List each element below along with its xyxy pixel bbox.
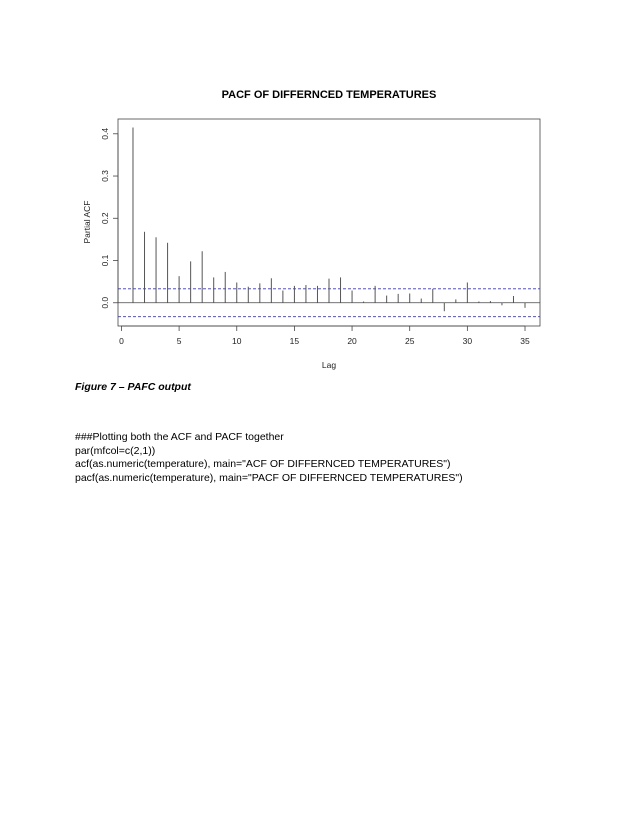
x-tick-label-5: 5 <box>176 336 182 346</box>
code-line-pacf: pacf(as.numeric(temperature), main="PACF OF DIFFERNCED TEMPERATURES") <box>75 471 463 484</box>
pacf-bars-group <box>133 127 525 311</box>
y-tick-label-3: 0.3 <box>100 170 110 182</box>
x-tick-label-25: 25 <box>404 336 415 346</box>
code-block <box>75 431 463 485</box>
x-axis-label: Lag <box>321 360 337 370</box>
pacf-chart <box>0 0 638 380</box>
x-tick-label-35: 35 <box>520 336 530 346</box>
x-tick-label-30: 30 <box>462 336 473 346</box>
code-line-comment: ###Plotting both the ACF and PACF together <box>75 431 284 443</box>
x-tick-label-15: 15 <box>289 336 300 346</box>
y-tick-label-2: 0.2 <box>100 212 110 225</box>
y-tick-label-4: 0.4 <box>100 127 110 140</box>
code-line-par: par(mfcol=c(2,1)) <box>75 444 156 457</box>
y-axis <box>100 128 118 309</box>
x-tick-label-0: 0 <box>119 336 124 346</box>
y-tick-label-0: 0.0 <box>100 296 110 309</box>
code-line-acf: acf(as.numeric(temperature), main="ACF OF DIFFERNCED TEMPERATURES") <box>75 458 451 471</box>
x-tick-label-10: 10 <box>232 336 242 346</box>
figure-caption: Figure 7 – PAFC output <box>75 381 191 393</box>
x-axis <box>119 326 530 346</box>
y-tick-label-1: 0.1 <box>100 254 110 267</box>
chart-title: PACF OF DIFFERNCED TEMPERATURES <box>221 89 437 101</box>
y-axis-label: Partial ACF <box>82 200 92 244</box>
x-tick-label-20: 20 <box>347 336 357 346</box>
